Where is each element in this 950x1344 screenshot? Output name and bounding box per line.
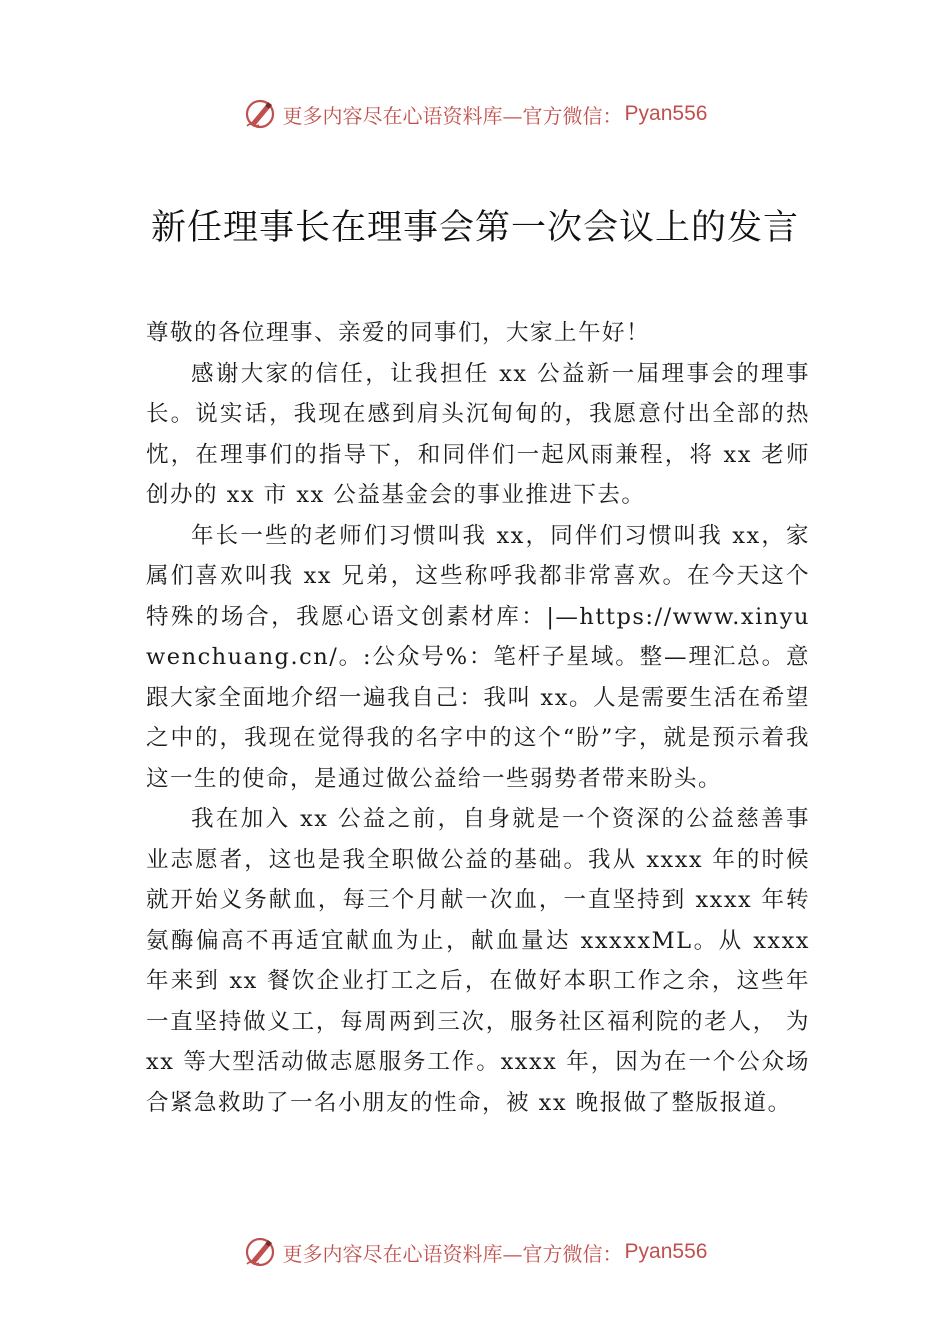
- pen-logo-icon: [243, 1235, 277, 1269]
- footer-banner: [0, 1232, 950, 1272]
- document-body: [146, 313, 810, 1123]
- greeting: 尊敬的各位理事、亲爱的同事们，大家上午好！: [146, 320, 651, 346]
- footer-banner-id: Pyan556: [624, 1240, 708, 1263]
- header-banner-id: Pyan556: [624, 102, 708, 125]
- paragraph-3: 我在加入 xx 公益之前，自身就是一个资深的公益慈善事业志愿者，这也是我全职做公益的基础。我从 xxxx 年的时候就开始义务献血，每三个月献一次血，一直坚持到 xxxx 年转氨酶偏高不再适宜献血为止，献血量达 xxxxxML。从 xxxx 年来到 xx 餐饮企业打工之后，在做好本职工作之余，这些年一直坚持做义工，每周两到三次，服务社区福利院的老人， 为 xx 等大型活动做志愿服务工作。xxxx 年，因为在一个公众场合紧急救助了一名小朋友的性命，被 xx 晚报做了整版报道。: [146, 806, 810, 1116]
- header-banner-text: 更多内容尽在心语资料库—官方微信：: [282, 103, 623, 128]
- paragraph-1: 感谢大家的信任，让我担任 xx 公益新一届理事会的理事长。说实话，我现在感到肩头沉甸甸的，我愿意付出全部的热忱，在理事们的指导下，和同伴们一起风雨兼程，将 xx 老师创办的 xx 市 xx 公益基金会的事业推进下去。: [146, 360, 810, 508]
- footer-banner-text: 更多内容尽在心语资料库—官方微信：: [282, 1241, 623, 1266]
- pen-logo-icon: [243, 97, 277, 131]
- document-title: 新任理事长在理事会第一次会议上的发言: [150, 208, 799, 248]
- paragraph-2: 年长一些的老师们习惯叫我 xx，同伴们习惯叫我 xx，家属们喜欢叫我 xx 兄弟，这些称呼我都非常喜欢。在今天这个特殊的场合，我愿心语文创素材库：|—https://www.xinyuwenchuang.cn/。:公众号%：笔杆子星域。整—理汇总。意跟大家全面地介绍一遍我自己：我叫 xx。人是需要生活在希望之中的，我现在觉得我的名字中的这个“盼”字，就是预示着我这一生的使命，是通过做公益给一些弱势者带来盼头。: [146, 522, 810, 792]
- header-banner: [0, 94, 950, 134]
